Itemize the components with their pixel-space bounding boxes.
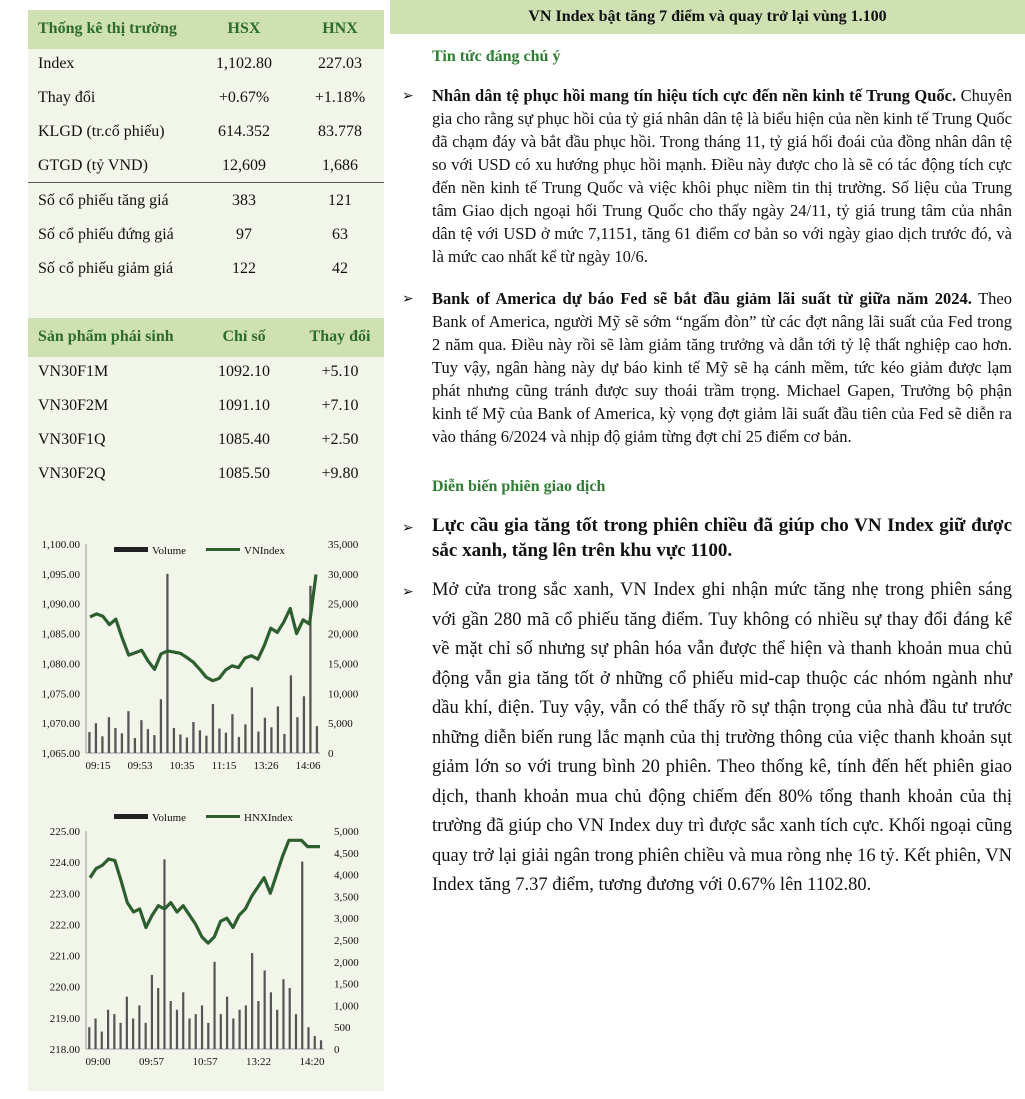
volume-bar xyxy=(282,979,284,1049)
y-left-tick-label: 218.00 xyxy=(49,1044,80,1056)
x-tick-label: 09:57 xyxy=(138,1056,165,1068)
market-row-advancers xyxy=(28,184,384,218)
vnindex-chart xyxy=(28,530,384,780)
volume-bar xyxy=(296,717,298,753)
x-tick-label: 10:57 xyxy=(192,1056,218,1068)
trading-headline: Lực cầu gia tăng tốt trong phiên chiều đã giúp cho VN Index giữ được sắc xanh, tăng lên trên khu vực 1100. xyxy=(432,515,1012,561)
volume-bar xyxy=(264,971,266,1049)
volume-bar xyxy=(108,717,110,753)
market-header-label: Thống kê thị trường xyxy=(38,20,177,37)
legend-volume-label: Volume xyxy=(152,812,187,824)
y-right-tick-label: 5,000 xyxy=(334,826,359,838)
deriv-row xyxy=(28,423,384,457)
row-label: Số cổ phiếu đứng giá xyxy=(38,226,174,243)
volume-bar xyxy=(220,1014,222,1049)
volume-bar xyxy=(94,1018,96,1049)
volume-bar xyxy=(257,732,259,753)
deriv-row xyxy=(28,457,384,491)
volume-bar xyxy=(151,975,153,1049)
row-label: Số cổ phiếu giảm giá xyxy=(38,260,174,277)
y-right-tick-label: 2,500 xyxy=(334,935,359,947)
volume-bar xyxy=(95,723,97,753)
deriv-code: VN30F1M xyxy=(38,363,109,380)
y-right-tick-label: 4,500 xyxy=(334,847,359,860)
row-label: Thay đổi xyxy=(38,89,96,106)
market-header-hsx: HSX xyxy=(227,20,261,37)
volume-bar xyxy=(195,1014,197,1049)
volume-bar xyxy=(225,733,227,753)
deriv-code: VN30F2Q xyxy=(38,465,106,482)
x-tick-label: 13:22 xyxy=(245,1056,272,1068)
row-label: Index xyxy=(38,55,75,72)
deriv-index: 1092.10 xyxy=(218,363,270,380)
volume-bar xyxy=(264,718,266,753)
y-right-tick-label: 1,000 xyxy=(334,1000,359,1013)
market-row-unchanged xyxy=(28,218,384,252)
y-right-tick-label: 3,500 xyxy=(334,891,359,904)
volume-bar xyxy=(186,737,188,753)
volume-bar xyxy=(212,704,214,753)
volume-bar xyxy=(138,1005,140,1049)
market-row-change xyxy=(28,81,384,115)
y-left-tick-label: 1,100.00 xyxy=(41,539,80,551)
row-hsx: 383 xyxy=(232,192,256,209)
deriv-header-label: Sản phẩm phái sinh xyxy=(38,328,174,345)
y-left-tick-label: 1,075.00 xyxy=(41,688,80,701)
y-right-tick-label: 30,000 xyxy=(328,568,359,581)
deriv-change: +2.50 xyxy=(321,431,359,448)
volume-bar xyxy=(239,1010,241,1049)
y-left-tick-label: 1,065.00 xyxy=(41,748,80,760)
volume-bar xyxy=(201,1005,203,1049)
row-hnx: 63 xyxy=(332,226,348,243)
row-hsx: +0.67% xyxy=(218,89,270,106)
article-title-bar xyxy=(390,0,1025,34)
volume-bar xyxy=(270,992,272,1049)
volume-bar xyxy=(160,699,162,753)
volume-bar xyxy=(166,574,168,753)
volume-bar xyxy=(88,1027,90,1049)
x-tick-label: 14:20 xyxy=(299,1056,325,1068)
volume-bar xyxy=(140,720,142,753)
row-hsx: 12,609 xyxy=(222,157,266,174)
bullet-arrow: ➢ xyxy=(402,521,414,536)
volume-bar xyxy=(316,726,318,753)
volume-bar xyxy=(126,997,128,1049)
row-hsx: 1,102.80 xyxy=(216,55,272,72)
news-item-yuan xyxy=(432,84,1012,268)
legend-volume-label: Volume xyxy=(152,545,187,557)
volume-bar xyxy=(245,1005,247,1049)
volume-bar xyxy=(307,1027,309,1049)
y-right-tick-label: 4,000 xyxy=(334,869,359,882)
section-trading-heading: Diễn biến phiên giao dịch xyxy=(432,478,606,495)
y-right-tick-label: 500 xyxy=(334,1022,351,1035)
y-left-tick-label: 225.00 xyxy=(49,826,80,838)
volume-bar xyxy=(199,730,201,753)
bullet-arrow: ➢ xyxy=(402,89,414,104)
volume-bar xyxy=(218,729,220,753)
volume-bar xyxy=(207,1023,209,1049)
x-tick-label: 14:06 xyxy=(295,760,321,772)
row-label: Số cổ phiếu tăng giá xyxy=(38,192,169,209)
row-hnx: 83.778 xyxy=(318,123,362,140)
news-text: Chuyên gia cho rằng sự phục hồi của tỷ giá nhân dân tệ là biểu hiện của nền kinh tế Trung Quốc đã chạm đáy và bắt đầu phục hồi. Trong tháng 11, tỷ giá hối đoái của đồng nhân dân tệ so với USD có xu hướng phục hồi mạnh. Điều này được cho là sẽ có tác động tích cực đến nền kinh tế Trung Quốc và việc khôi phục niềm tin thị trường. Số liệu của Trung tâm Giao dịch ngoại hối Trung Quốc cho thấy ngày 24/11, tỷ giá trung tâm của nhân dân tệ với USD ở mức 7,1151, tăng 61 điểm cơ bản so với ngày giao dịch trước đó, và là mức cao nhất kể từ ngày 10/6. xyxy=(432,86,1012,266)
volume-bar xyxy=(113,1014,115,1049)
y-left-tick-label: 1,085.00 xyxy=(41,628,80,641)
deriv-change: +9.80 xyxy=(321,465,359,482)
deriv-code: VN30F1Q xyxy=(38,431,106,448)
deriv-index: 1091.10 xyxy=(218,397,270,414)
x-tick-label: 09:15 xyxy=(85,760,111,772)
volume-bar xyxy=(303,696,305,753)
volume-bar xyxy=(101,736,103,753)
volume-bar xyxy=(238,737,240,753)
legend-index-label: VNIndex xyxy=(244,545,285,557)
legend-volume-swatch xyxy=(114,814,148,819)
y-right-tick-label: 0 xyxy=(328,748,334,760)
deriv-row xyxy=(28,389,384,423)
index-line xyxy=(90,840,320,943)
deriv-index: 1085.50 xyxy=(218,465,270,482)
volume-bar xyxy=(289,988,291,1049)
row-hnx: 1,686 xyxy=(322,157,358,174)
volume-bar xyxy=(163,859,165,1049)
x-tick-label: 11:15 xyxy=(211,760,237,772)
volume-bar xyxy=(182,992,184,1049)
volume-bar xyxy=(127,711,129,753)
y-left-tick-label: 1,095.00 xyxy=(41,568,80,581)
row-label: KLGD (tr.cổ phiếu) xyxy=(38,123,165,140)
market-row-value xyxy=(28,149,384,183)
volume-bar xyxy=(277,706,279,753)
news-item-boa xyxy=(432,287,1012,448)
volume-bar xyxy=(120,1023,122,1049)
volume-bar xyxy=(179,734,181,753)
volume-bar xyxy=(213,962,215,1049)
volume-bar xyxy=(147,729,149,753)
derivatives-header xyxy=(28,318,384,357)
bullet-arrow: ➢ xyxy=(402,292,414,307)
deriv-header-change: Thay đổi xyxy=(309,328,371,345)
bullet-arrow: ➢ xyxy=(402,585,414,600)
volume-bar xyxy=(145,1023,147,1049)
y-left-tick-label: 223.00 xyxy=(49,888,80,901)
trading-body: Mở cửa trong sắc xanh, VN Index ghi nhận mức tăng nhẹ trong phiên sáng với gần 280 mã cổ phiếu tăng điểm. Tuy không có nhiều sự thay đổi đáng kể về mặt chỉ số nhưng sự phân hóa vẫn được thể hiện và thanh khoản mua chủ động vẫn gia tăng tốt ở những cổ phiếu mid-cap thuộc các nhóm ngành như dầu khí, điện. Tuy vậy, vẫn có thể thấy rõ sự thận trọng của nhà đầu tư trước những diễn biến rung lắc mạnh của thị trường thông của việc thanh khoản sụt giảm lớn so với trung bình 20 phiên. Theo thống kê, tính đến hết phiên giao dịch, thanh khoản mua chủ động chiếm đến 80% tổng thanh khoản của thị trường đã giúp cho VN Index duy trì được sắc xanh tích cực. Khối ngoại cũng quay trở lại giải ngân trong phiên chiều và mua ròng nhẹ 16 tỷ. Kết phiên, VN Index tăng 7.37 điểm, tương đương với 0.67% lên 1102.80. xyxy=(432,580,1012,895)
volume-bar xyxy=(153,735,155,753)
legend-index-label: HNXIndex xyxy=(244,812,293,824)
legend-index-swatch xyxy=(206,815,240,818)
market-row-volume xyxy=(28,115,384,149)
y-right-tick-label: 1,500 xyxy=(334,978,359,991)
volume-bar xyxy=(170,1001,172,1049)
y-right-tick-label: 25,000 xyxy=(328,598,359,611)
deriv-row xyxy=(28,355,384,389)
row-hnx: 121 xyxy=(328,192,352,209)
hnxindex-chart xyxy=(28,805,384,1075)
deriv-code: VN30F2M xyxy=(38,397,109,414)
volume-bar xyxy=(173,728,175,753)
volume-bar xyxy=(134,738,136,753)
market-header-hnx: HNX xyxy=(322,20,358,37)
news-headline: Nhân dân tệ phục hồi mang tín hiệu tích cực đến nền kinh tế Trung Quốc. xyxy=(432,86,957,105)
volume-bar xyxy=(251,687,253,753)
market-stats-header xyxy=(28,10,384,49)
volume-bar xyxy=(244,724,246,753)
y-left-tick-label: 222.00 xyxy=(49,919,80,932)
y-left-tick-label: 1,080.00 xyxy=(41,658,80,671)
y-right-tick-label: 10,000 xyxy=(328,688,359,701)
x-tick-label: 10:35 xyxy=(169,760,195,772)
index-line xyxy=(90,575,316,681)
y-right-tick-label: 0 xyxy=(334,1044,340,1056)
row-hsx: 614.352 xyxy=(218,123,270,140)
y-left-tick-label: 1,070.00 xyxy=(41,718,80,731)
table-divider xyxy=(28,182,384,183)
y-right-tick-label: 2,000 xyxy=(334,956,359,969)
row-label: GTGD (tỷ VND) xyxy=(38,157,148,174)
volume-bar xyxy=(226,997,228,1049)
article-column xyxy=(390,0,1025,1099)
volume-bar xyxy=(270,727,272,753)
x-tick-label: 13:26 xyxy=(253,760,279,772)
volume-bar xyxy=(283,734,285,753)
volume-bar xyxy=(176,1010,178,1049)
volume-bar xyxy=(276,1010,278,1049)
volume-bar xyxy=(121,733,123,753)
volume-bar xyxy=(132,1018,134,1049)
deriv-change: +5.10 xyxy=(321,363,359,380)
row-hnx: +1.18% xyxy=(314,89,366,106)
section-news-heading: Tin tức đáng chú ý xyxy=(432,48,561,65)
volume-bar xyxy=(301,862,303,1049)
row-hnx: 227.03 xyxy=(318,55,362,72)
y-right-tick-label: 15,000 xyxy=(328,658,359,671)
volume-bar xyxy=(101,1032,103,1049)
y-right-tick-label: 5,000 xyxy=(328,718,353,731)
y-right-tick-label: 20,000 xyxy=(328,628,359,641)
volume-bar xyxy=(231,714,233,753)
y-right-tick-label: 35,000 xyxy=(328,539,359,551)
article-title: VN Index bật tăng 7 điểm và quay trở lại vùng 1.100 xyxy=(528,8,887,25)
y-right-tick-label: 3,000 xyxy=(334,913,359,926)
volume-bar xyxy=(114,728,116,753)
volume-bar xyxy=(251,953,253,1049)
row-hsx: 122 xyxy=(232,260,256,277)
volume-bar xyxy=(192,722,194,753)
volume-bar xyxy=(320,1040,322,1049)
volume-bar xyxy=(314,1036,316,1049)
volume-bar xyxy=(232,1018,234,1049)
y-left-tick-label: 219.00 xyxy=(49,1012,80,1025)
y-left-tick-label: 224.00 xyxy=(49,857,80,870)
deriv-change: +7.10 xyxy=(321,397,359,414)
x-tick-label: 09:53 xyxy=(127,760,153,772)
row-hnx: 42 xyxy=(332,260,348,277)
volume-bar xyxy=(157,988,159,1049)
volume-bar xyxy=(88,732,90,753)
volume-bar xyxy=(188,1018,190,1049)
deriv-index: 1085.40 xyxy=(218,431,270,448)
market-row-index xyxy=(28,47,384,81)
volume-bar xyxy=(290,675,292,753)
deriv-header-index: Chỉ số xyxy=(222,328,266,345)
volume-bar xyxy=(257,1001,259,1049)
y-left-tick-label: 1,090.00 xyxy=(41,598,80,611)
y-left-tick-label: 220.00 xyxy=(49,981,80,994)
x-tick-label: 09:00 xyxy=(85,1056,111,1068)
legend-volume-swatch xyxy=(114,547,148,552)
y-left-tick-label: 221.00 xyxy=(49,950,80,963)
row-hsx: 97 xyxy=(236,226,252,243)
news-headline: Bank of America dự báo Fed sẽ bắt đầu giảm lãi suất từ giữa năm 2024. xyxy=(432,289,972,308)
volume-bar xyxy=(205,736,207,753)
volume-bar xyxy=(107,1010,109,1049)
legend-index-swatch xyxy=(206,548,240,551)
volume-bar xyxy=(295,1014,297,1049)
news-text: Theo Bank of America, người Mỹ sẽ sớm “ngấm đòn” từ các đợt nâng lãi suất của Fed trong 2 năm qua. Điều này rồi sẽ làm giảm tăng trưởng và dẫn tới tỷ lệ thất nghiệp cao hơn. Tuy vậy, ngân hàng này dự báo kinh tế Mỹ sẽ hạ cánh mềm, tức kéo giảm được lạm phát nhưng cũng tránh được suy thoái trầm trọng. Michael Gapen, Trưởng bộ phận kinh tế Mỹ của Bank of America, kỳ vọng đợt giảm lãi suất đầu tiên của Fed sẽ diễn ra vào tháng 6/2024 và nhịp độ giảm từng đợt chỉ 25 điểm cơ bản. xyxy=(432,289,1013,446)
market-row-decliners xyxy=(28,252,384,286)
